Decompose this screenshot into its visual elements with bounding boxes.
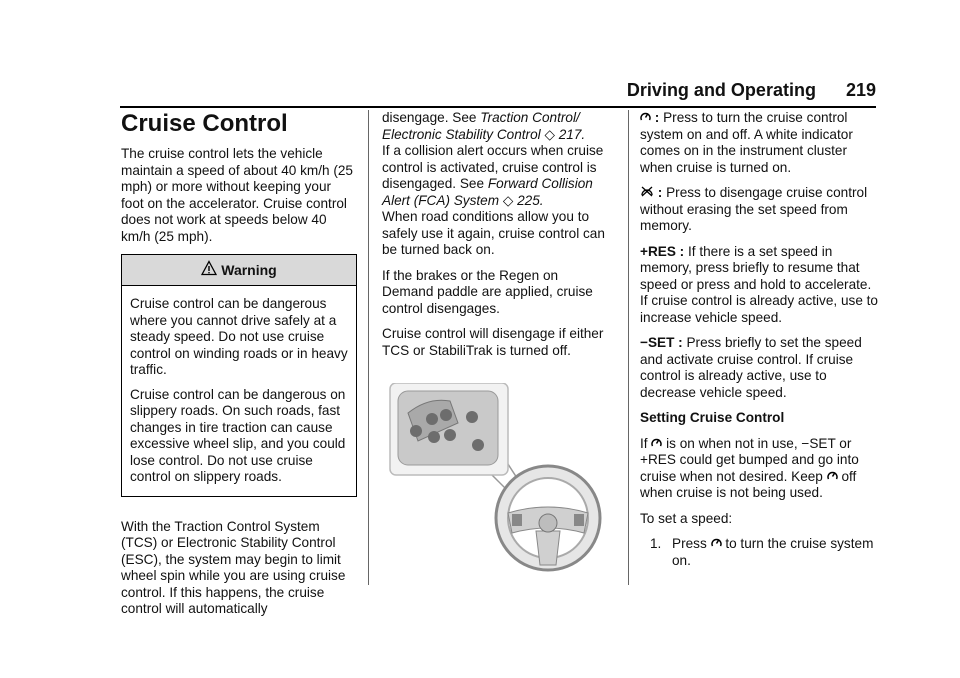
colon-text: : xyxy=(654,110,664,125)
set-paragraph xyxy=(640,335,880,401)
column-3 xyxy=(640,110,880,569)
column-2 xyxy=(382,110,612,573)
column-divider-2 xyxy=(628,110,629,585)
subheading-text: Setting Cruise Control xyxy=(640,410,785,425)
page-ref-217[interactable]: 217. xyxy=(558,126,586,142)
on-off-paragraph xyxy=(640,110,880,176)
setting-subheading xyxy=(640,410,880,427)
text-run: disengage. See xyxy=(382,110,481,125)
cruise-on-off-icon xyxy=(640,110,655,125)
setting-paragraph xyxy=(640,436,880,502)
column-divider-1 xyxy=(368,110,369,585)
page-header xyxy=(627,80,876,101)
text-run: to turn the cruise system on. xyxy=(672,536,874,568)
text-run: is on when not in use, −SET or +RES could get bumped and go into cruise when not desired. Keep xyxy=(640,435,859,484)
section-title: Driving and Operating xyxy=(626,80,816,100)
ref-symbol-icon: ◇ xyxy=(544,126,555,142)
tcs-off-paragraph: Cruise control will disengage if either TCS or StabiliTrak is turned off. xyxy=(382,326,604,358)
on-off-description: Press to turn the cruise control system on and off. A white indicator comes on in the instrument cluster when cruise is turned on. xyxy=(640,110,853,175)
disengage-paragraph xyxy=(382,110,612,259)
colon-text: : xyxy=(657,185,667,200)
warning-body xyxy=(122,286,356,496)
cancel-description: Press to disengage cruise control without erasing the set speed from memory. xyxy=(640,185,868,233)
page-title: Cruise Control xyxy=(121,110,288,137)
text-run: Press xyxy=(672,536,707,551)
page-ref-225[interactable]: 225. xyxy=(517,192,544,208)
page-number: 219 xyxy=(845,80,876,100)
list-item xyxy=(650,536,880,569)
cruise-on-off-icon xyxy=(651,436,662,451)
set-description: Press briefly to set the speed and activate cruise control. If cruise control is already active, use to decrease vehicle speed. xyxy=(640,335,862,400)
cruise-cancel-icon xyxy=(640,185,658,200)
cancel-paragraph xyxy=(640,185,880,235)
res-paragraph xyxy=(640,244,880,327)
tcs-esc-link[interactable]: Traction Control/ Electronic Stability Control xyxy=(382,110,580,142)
steps-list xyxy=(650,536,880,569)
steering-wheel-svg xyxy=(388,383,608,573)
column-1 xyxy=(121,110,357,627)
ref-symbol-icon: ◇ xyxy=(502,192,514,208)
fca-link[interactable]: Forward Collision Alert (FCA) System xyxy=(382,176,593,208)
cruise-on-off-icon xyxy=(711,536,722,551)
warning-paragraph-2: Cruise control can be dangerous on slippery roads. On such roads, fast changes in tire traction can cause excessive wheel slip, and you could lose control. Do not use cruise control on slippery roads. xyxy=(130,386,346,484)
res-description: If there is a set speed in memory, press briefly to resume that speed or press and hold to accelerate. If cruise control is already active, use to increase vehicle speed. xyxy=(640,243,878,325)
cruise-on-off-icon xyxy=(827,469,838,484)
tcs-paragraph: With the Traction Control System (TCS) or Electronic Stability Control (ESC), the system may begin to limit wheel spin while you are using cruise control. If this happens, the cruise control will automatically xyxy=(121,518,346,616)
text-run: When road conditions allow you to safely use it again, cruise control can be turned back on. xyxy=(382,209,605,257)
header-rule xyxy=(120,106,876,108)
warning-box xyxy=(121,254,357,497)
res-label: +RES : xyxy=(640,243,685,259)
step-text xyxy=(672,536,880,569)
steering-wheel-illustration xyxy=(388,383,608,573)
text-run: If a collision alert occurs when cruise control is activated, cruise control is disengaged. See xyxy=(382,143,604,191)
warning-paragraph-1: Cruise control can be dangerous where you cannot drive safely at a steady speed. Do not use cruise control on winding roads or in heavy traffic. xyxy=(130,296,348,377)
set-label: −SET : xyxy=(640,335,683,350)
brakes-paragraph: If the brakes or the Regen on Demand paddle are applied, cruise control disengages. xyxy=(382,267,593,316)
warning-header xyxy=(122,255,356,286)
intro-paragraph: The cruise control lets the vehicle maintain a speed of about 40 km/h (25 mph) or more without keeping your foot on the accelerator. Cruise control does not work at speeds below 40 km/h (25 mph). xyxy=(121,146,353,244)
step-number: 1. xyxy=(650,536,662,551)
warning-label: Warning xyxy=(221,261,277,278)
text-run: off when cruise is not being used. xyxy=(640,468,857,500)
text-run: If xyxy=(640,435,648,451)
warning-icon xyxy=(201,260,217,281)
to-set-paragraph: To set a speed: xyxy=(640,510,733,526)
